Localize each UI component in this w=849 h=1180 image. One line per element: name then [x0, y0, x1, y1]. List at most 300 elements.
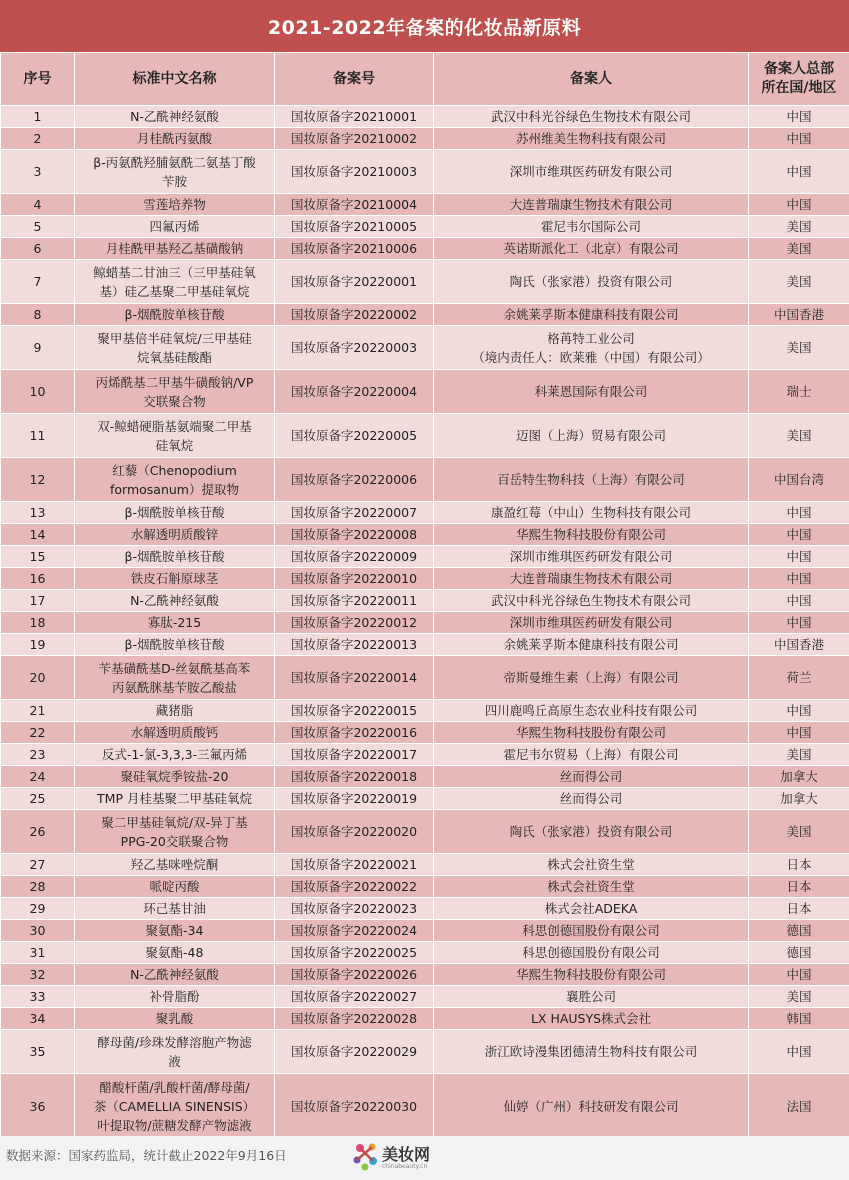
cell-no — [1, 326, 75, 370]
cell-no — [1, 106, 75, 128]
cell-record — [275, 810, 434, 854]
cell-no-line: 34 — [29, 1011, 46, 1026]
cell-no — [1, 194, 75, 216]
table-row — [1, 1074, 849, 1140]
cell-record-line: 国妆原备字20220023 — [290, 901, 418, 916]
cell-no-line: 35 — [29, 1044, 46, 1059]
cell-name — [75, 194, 275, 216]
cell-no — [1, 876, 75, 898]
cell-name-line: 交联聚合物 — [143, 393, 206, 409]
cell-record-line: 国妆原备字20220001 — [290, 274, 418, 289]
cell-record — [275, 546, 434, 568]
cell-no-line: 29 — [29, 901, 46, 916]
cell-filer-line: 四川鹿鸣丘高原生态农业科技有限公司 — [484, 703, 698, 718]
cell-no — [1, 744, 75, 766]
cell-country — [749, 194, 849, 216]
table-row — [1, 876, 849, 898]
cell-record — [275, 194, 434, 216]
cell-record-line: 国妆原备字20220025 — [290, 945, 418, 960]
cell-filer — [434, 810, 749, 854]
cell-filer-line: 科思创德国股份有限公司 — [522, 923, 660, 938]
cell-record-line: 国妆原备字20220020 — [290, 824, 418, 839]
cell-record-line: 国妆原备字20220026 — [290, 967, 418, 982]
cell-name-line: 酵母菌/珍珠发酵溶胞产物滤 — [97, 1034, 252, 1050]
cell-name-line: β-烟酰胺单核苷酸 — [124, 549, 225, 564]
cell-record — [275, 1030, 434, 1074]
cell-country — [749, 700, 849, 722]
cell-country-line: 美国 — [786, 428, 812, 443]
cell-filer-line: 大连普瑞康生物技术有限公司 — [509, 571, 673, 586]
cell-filer-line: 余姚莱孚斯本健康科技有限公司 — [503, 307, 679, 322]
cell-no — [1, 898, 75, 920]
cell-country-line: 加拿大 — [780, 769, 818, 784]
cell-record — [275, 590, 434, 612]
cell-record — [275, 854, 434, 876]
cell-filer-line: LX HAUSYS株式会社 — [530, 1011, 652, 1026]
cell-record — [275, 744, 434, 766]
cell-name-line: 寡肽-215 — [147, 615, 202, 630]
cell-no — [1, 1030, 75, 1074]
header-name: 标准中文名称 — [75, 53, 275, 106]
cell-name — [75, 788, 275, 810]
cell-name-line: 聚氨酯-48 — [145, 945, 204, 960]
footer — [0, 1136, 849, 1180]
cell-filer — [434, 656, 749, 700]
logo-url: chinabeauty.cn — [382, 1163, 428, 1170]
cell-filer-line: 科莱恩国际有限公司 — [534, 384, 648, 399]
cell-country — [749, 612, 849, 634]
cell-name-line: 苄基磺酰基D-丝氨酰基高苯 — [98, 660, 251, 676]
cell-country-line: 中国 — [786, 615, 812, 630]
cell-filer-line: 丝而得公司 — [559, 791, 623, 806]
cell-record-line: 国妆原备字20220002 — [290, 307, 418, 322]
cell-no — [1, 1074, 75, 1140]
data-source-note: 数据来源：国家药监局，统计截止2022年9月16日 — [6, 1148, 287, 1163]
cell-filer-line: 华熙生物科技股份有限公司 — [515, 527, 666, 542]
cell-name-line: 基）硅乙基聚二甲基硅氧烷 — [99, 283, 250, 299]
header-record: 备案号 — [275, 53, 434, 106]
cell-filer — [434, 546, 749, 568]
cell-name-line: TMP 月桂基聚二甲基硅氧烷 — [97, 791, 252, 806]
cell-filer-line: 霍尼韦尔贸易（上海）有限公司 — [503, 747, 679, 762]
cell-name — [75, 128, 275, 150]
cell-name-line: 叶提取物/蔗糖发酵产物滤液 — [97, 1118, 252, 1133]
cell-record-line: 国妆原备字20220008 — [290, 527, 418, 542]
cell-record — [275, 876, 434, 898]
cell-name — [75, 216, 275, 238]
cell-no — [1, 942, 75, 964]
cell-country-line: 中国 — [786, 703, 812, 718]
cell-no-line: 4 — [33, 197, 42, 212]
cell-no — [1, 634, 75, 656]
cell-no-line: 20 — [29, 670, 46, 685]
cell-name — [75, 986, 275, 1008]
cell-no — [1, 590, 75, 612]
cell-filer — [434, 964, 749, 986]
cell-country-line: 美国 — [786, 747, 812, 762]
cell-no — [1, 986, 75, 1008]
cell-country-line: 中国 — [786, 164, 812, 179]
cell-record — [275, 788, 434, 810]
table-row — [1, 590, 849, 612]
cell-no-line: 26 — [29, 824, 46, 839]
cell-country-line: 美国 — [786, 340, 812, 355]
cell-filer-line: 康盈红莓（中山）生物科技有限公司 — [490, 505, 691, 520]
cell-filer — [434, 1074, 749, 1140]
table-row — [1, 898, 849, 920]
cell-record-line: 国妆原备字20220024 — [290, 923, 418, 938]
table-row — [1, 370, 849, 414]
cell-no — [1, 502, 75, 524]
cell-name-line: 茶（CAMELLIA SINENSIS） — [93, 1099, 256, 1114]
table-row — [1, 524, 849, 546]
cell-filer-line: （境内责任人：欧莱雅（中国）有限公司） — [472, 349, 710, 365]
cell-filer — [434, 304, 749, 326]
cell-name — [75, 326, 275, 370]
cell-no-line: 32 — [29, 967, 46, 982]
table-row — [1, 942, 849, 964]
cell-record-line: 国妆原备字20220004 — [290, 384, 418, 399]
cell-no — [1, 568, 75, 590]
cell-filer-line: 株式会社ADEKA — [544, 901, 638, 916]
cell-country-line: 中国 — [786, 549, 812, 564]
cell-country-line: 中国 — [786, 571, 812, 586]
cell-name-line: 丙烯酰基二甲基牛磺酸钠/VP — [95, 374, 254, 390]
cell-name — [75, 590, 275, 612]
cell-record-line: 国妆原备字20220010 — [290, 571, 418, 586]
cell-country — [749, 128, 849, 150]
cell-no-line: 3 — [33, 164, 42, 179]
cell-country-line: 中国 — [786, 527, 812, 542]
cell-name-line: 水解透明质酸锌 — [130, 527, 219, 542]
cell-record-line: 国妆原备字20210003 — [290, 164, 418, 179]
cell-record-line: 国妆原备字20220029 — [290, 1044, 418, 1059]
cell-country-line: 德国 — [786, 945, 812, 960]
cell-filer — [434, 722, 749, 744]
logo-icon — [352, 1140, 380, 1174]
cell-no-line: 30 — [29, 923, 46, 938]
cell-country — [749, 414, 849, 458]
cell-country — [749, 150, 849, 194]
cell-country — [749, 722, 849, 744]
cell-no-line: 13 — [29, 505, 46, 520]
table-row — [1, 414, 849, 458]
cell-record — [275, 502, 434, 524]
cell-no — [1, 964, 75, 986]
cell-no-line: 22 — [29, 725, 46, 740]
cell-name — [75, 458, 275, 502]
cell-name-line: 硅氧烷 — [155, 437, 194, 453]
table-row — [1, 260, 849, 304]
cell-name-line: 环己基甘油 — [143, 901, 206, 916]
cell-name — [75, 568, 275, 590]
cell-record-line: 国妆原备字20220011 — [290, 593, 418, 608]
cell-country — [749, 370, 849, 414]
cell-record-line: 国妆原备字20220018 — [290, 769, 418, 784]
table-row — [1, 744, 849, 766]
cell-filer — [434, 612, 749, 634]
cell-filer-line: 株式会社资生堂 — [547, 879, 635, 894]
cell-country-line: 美国 — [786, 274, 812, 289]
cell-name-line: 液 — [168, 1053, 181, 1069]
table-row — [1, 964, 849, 986]
cell-country-line: 韩国 — [786, 1011, 812, 1026]
cell-no-line: 21 — [29, 703, 46, 718]
cell-record-line: 国妆原备字20220022 — [290, 879, 418, 894]
cell-country-line: 中国台湾 — [773, 472, 824, 487]
cell-no-line: 28 — [29, 879, 46, 894]
cell-filer-line: 丝而得公司 — [559, 769, 623, 784]
cell-filer-line: 株式会社资生堂 — [547, 857, 635, 872]
cell-record-line: 国妆原备字20210006 — [290, 241, 418, 256]
cell-record-line: 国妆原备字20210002 — [290, 131, 418, 146]
cell-name — [75, 766, 275, 788]
cell-name-line: 羟乙基咪唑烷酮 — [130, 857, 219, 872]
table-header-row — [1, 53, 849, 106]
cell-record — [275, 766, 434, 788]
cell-country — [749, 1074, 849, 1140]
cell-filer — [434, 854, 749, 876]
table-row — [1, 304, 849, 326]
cell-record — [275, 964, 434, 986]
cell-country — [749, 568, 849, 590]
table-row — [1, 854, 849, 876]
cell-no-line: 5 — [33, 219, 42, 234]
cell-record-line: 国妆原备字20220013 — [290, 637, 418, 652]
cell-name-line: 聚氨酯-34 — [145, 923, 204, 938]
cell-record — [275, 524, 434, 546]
cell-country-line: 中国 — [786, 593, 812, 608]
cell-country-line: 日本 — [786, 879, 812, 894]
cell-record — [275, 700, 434, 722]
cell-filer-line: 余姚莱孚斯本健康科技有限公司 — [503, 637, 679, 652]
cell-filer-line: 百岳特生物科技（上海）有限公司 — [497, 472, 685, 487]
cell-filer — [434, 458, 749, 502]
table-row — [1, 568, 849, 590]
cell-name — [75, 1074, 275, 1140]
cell-record-line: 国妆原备字20220019 — [290, 791, 418, 806]
cell-no — [1, 656, 75, 700]
cell-country-line: 日本 — [786, 857, 812, 872]
cell-name-line: 醋酸杆菌/乳酸杆菌/酵母菌/ — [99, 1080, 250, 1095]
cell-name-line: 雪莲培养物 — [143, 197, 206, 212]
cell-country — [749, 854, 849, 876]
cell-name — [75, 964, 275, 986]
cell-country — [749, 876, 849, 898]
cell-record — [275, 260, 434, 304]
cell-name — [75, 744, 275, 766]
cell-no — [1, 612, 75, 634]
cell-name-line: 聚硅氧烷季铵盐-20 — [120, 769, 229, 784]
cell-name — [75, 1008, 275, 1030]
table-row — [1, 216, 849, 238]
cell-name-line: 四氟丙烯 — [149, 219, 200, 234]
cell-filer-line: 霍尼韦尔国际公司 — [540, 219, 641, 234]
cell-name-line: 铁皮石斛原球茎 — [130, 571, 219, 586]
cell-record-line: 国妆原备字20220015 — [290, 703, 418, 718]
cell-country — [749, 964, 849, 986]
cell-name-line: 哌啶丙酸 — [149, 879, 200, 894]
cell-record — [275, 1074, 434, 1140]
cell-name — [75, 238, 275, 260]
cell-record — [275, 1008, 434, 1030]
cell-no-line: 9 — [33, 340, 42, 355]
cell-no-line: 7 — [33, 274, 42, 289]
cell-country — [749, 304, 849, 326]
cell-record — [275, 656, 434, 700]
cell-record-line: 国妆原备字20220027 — [290, 989, 418, 1004]
table-row — [1, 458, 849, 502]
cell-filer-line: 浙江欧诗漫集团德清生物科技有限公司 — [484, 1044, 698, 1059]
cell-no-line: 36 — [29, 1099, 46, 1114]
cell-name — [75, 722, 275, 744]
cell-name-line: 红藜（Chenopodium — [112, 462, 237, 478]
cell-country — [749, 986, 849, 1008]
cell-filer-line: 迈图（上海）贸易有限公司 — [515, 428, 666, 443]
cell-name — [75, 150, 275, 194]
cell-no-line: 10 — [29, 384, 46, 399]
cell-record — [275, 986, 434, 1008]
table-row — [1, 150, 849, 194]
cell-country-line: 中国 — [786, 1044, 812, 1059]
cell-no-line: 15 — [29, 549, 46, 564]
cell-no-line: 33 — [29, 989, 46, 1004]
cell-record-line: 国妆原备字20220012 — [290, 615, 418, 630]
cell-no-line: 12 — [29, 472, 46, 487]
cell-country-line: 美国 — [786, 824, 812, 839]
cell-name-line: 聚甲基倍半硅氧烷/三甲基硅 — [97, 330, 252, 346]
cell-record-line: 国妆原备字20220017 — [290, 747, 418, 762]
table-row — [1, 128, 849, 150]
cell-filer — [434, 326, 749, 370]
cell-name-line: N-乙酰神经氨酸 — [130, 109, 219, 124]
cell-filer-line: 英诺斯派化工（北京）有限公司 — [503, 241, 679, 256]
cell-filer — [434, 942, 749, 964]
cell-filer — [434, 766, 749, 788]
table-row — [1, 788, 849, 810]
cell-country — [749, 656, 849, 700]
cell-no-line: 18 — [29, 615, 46, 630]
cell-record-line: 国妆原备字20220021 — [290, 857, 418, 872]
cell-filer-line: 深圳市维琪医药研发有限公司 — [509, 615, 673, 630]
cell-no-line: 17 — [29, 593, 46, 608]
cell-name-line: 烷氧基硅酸酯 — [136, 349, 212, 365]
cell-filer-line: 华熙生物科技股份有限公司 — [515, 725, 666, 740]
cell-name-line: formosanum）提取物 — [110, 481, 239, 497]
cell-country — [749, 524, 849, 546]
cell-no — [1, 260, 75, 304]
cell-no — [1, 414, 75, 458]
cell-no-line: 19 — [29, 637, 46, 652]
cell-record — [275, 414, 434, 458]
cell-name — [75, 260, 275, 304]
cell-record-line: 国妆原备字20220014 — [290, 670, 418, 685]
cell-record-line: 国妆原备字20210004 — [290, 197, 418, 212]
cell-record-line: 国妆原备字20220028 — [290, 1011, 418, 1026]
cell-country-line: 中国 — [786, 109, 812, 124]
cell-record-line: 国妆原备字20220030 — [290, 1099, 418, 1114]
table-row — [1, 326, 849, 370]
cell-no-line: 16 — [29, 571, 46, 586]
cell-filer-line: 武汉中科光谷绿色生物技术有限公司 — [490, 109, 691, 124]
table-row — [1, 920, 849, 942]
materials-table — [0, 52, 849, 1140]
cell-country — [749, 920, 849, 942]
table-row — [1, 546, 849, 568]
cell-no-line: 2 — [33, 131, 42, 146]
cell-filer-line: 帝斯曼维生素（上海）有限公司 — [503, 670, 679, 685]
cell-name-line: 水解透明质酸钙 — [130, 725, 219, 740]
cell-name-line: β-烟酰胺单核苷酸 — [124, 505, 225, 520]
brand-logo — [352, 1140, 482, 1176]
cell-name-line: 聚乳酸 — [155, 1011, 194, 1026]
cell-name-line: 鲸蜡基二甘油三（三甲基硅氧 — [93, 264, 256, 280]
cell-name-line: 藏猪脂 — [155, 703, 194, 718]
table-row — [1, 656, 849, 700]
table-row — [1, 722, 849, 744]
cell-record — [275, 128, 434, 150]
cell-filer — [434, 1008, 749, 1030]
cell-country — [749, 326, 849, 370]
cell-country — [749, 1030, 849, 1074]
cell-name — [75, 612, 275, 634]
table-row — [1, 194, 849, 216]
cell-no — [1, 370, 75, 414]
cell-no — [1, 150, 75, 194]
cell-no — [1, 128, 75, 150]
cell-no-line: 31 — [29, 945, 46, 960]
cell-name — [75, 502, 275, 524]
cell-filer — [434, 1030, 749, 1074]
cell-name-line: 丙氨酰脒基苄胺乙酸盐 — [111, 679, 237, 695]
cell-country — [749, 458, 849, 502]
cell-country-line: 法国 — [786, 1099, 812, 1114]
cell-filer — [434, 106, 749, 128]
cell-no-line: 6 — [33, 241, 42, 256]
table-row — [1, 502, 849, 524]
cell-no — [1, 700, 75, 722]
cell-filer-line: 大连普瑞康生物技术有限公司 — [509, 197, 673, 212]
cell-country-line: 中国 — [786, 131, 812, 146]
table-row — [1, 106, 849, 128]
cell-country — [749, 502, 849, 524]
cell-record-line: 国妆原备字20210005 — [290, 219, 418, 234]
cell-filer — [434, 700, 749, 722]
cell-filer — [434, 634, 749, 656]
table-row — [1, 634, 849, 656]
cell-no — [1, 546, 75, 568]
cell-name — [75, 524, 275, 546]
cell-name-line: 聚二甲基硅氧烷/双-异丁基 — [101, 814, 248, 830]
cell-filer — [434, 898, 749, 920]
cell-country — [749, 1008, 849, 1030]
cell-filer-line: 仙婷（广州）科技研发有限公司 — [503, 1099, 679, 1114]
cell-record — [275, 216, 434, 238]
cell-filer — [434, 920, 749, 942]
cell-record — [275, 920, 434, 942]
cell-country — [749, 898, 849, 920]
cell-no — [1, 524, 75, 546]
cell-name-line: β-烟酰胺单核苷酸 — [124, 307, 225, 322]
cell-name — [75, 304, 275, 326]
cell-record — [275, 304, 434, 326]
cell-filer — [434, 524, 749, 546]
cell-name-line: 月桂酰丙氨酸 — [136, 131, 212, 146]
cell-country-line: 日本 — [786, 901, 812, 916]
cell-no-line: 1 — [33, 109, 42, 124]
cell-name-line: β-丙氨酰羟脯氨酰二氨基丁酸 — [93, 154, 256, 170]
cell-record — [275, 150, 434, 194]
